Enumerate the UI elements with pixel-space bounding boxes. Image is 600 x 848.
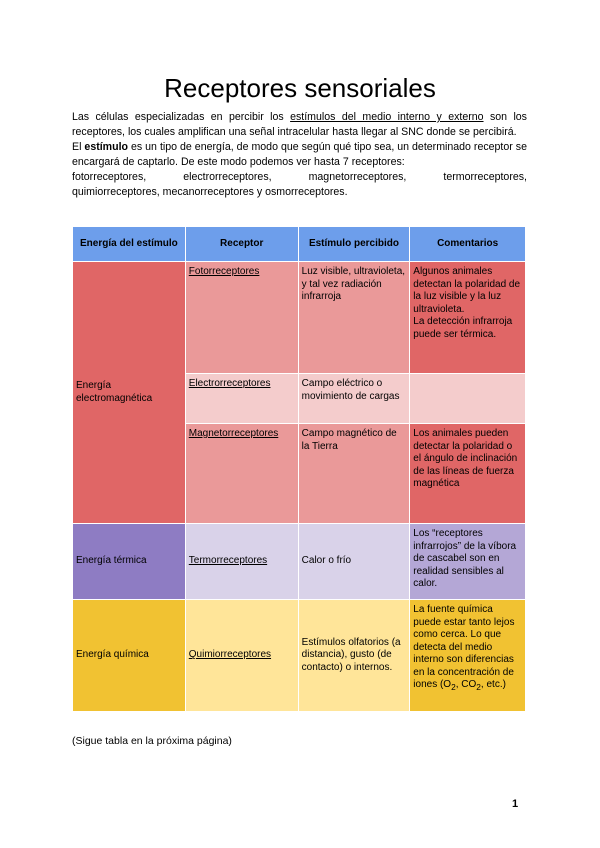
stimulus-cell: Estímulos olfatorios (a distancia), gusto (de contacto) o internos.: [298, 600, 410, 712]
energy-chemical: Energía química: [73, 600, 186, 712]
receptor-list-line: fotorreceptores, electrorreceptores, magnetorreceptores, termorreceptores,: [72, 171, 527, 183]
stimulus-cell: Campo magnético de la Tierra: [298, 424, 410, 524]
receptor-link[interactable]: Electrorreceptores: [188, 378, 271, 389]
comment-cell: La fuente química puede estar tanto lejos como cerca. Lo que detecta del medio interno son diferencias en la concentración de iones ($O_2$, $CO_2$, etc.): [410, 600, 526, 712]
stimulus-cell: Campo eléctrico o movimiento de cargas: [298, 374, 410, 424]
intro-paragraph-1: Las células especializadas en percibir los estímulos del medio interno y externo son los receptores, los cuales amplifican una señal intracelular hasta llegar al SNC donde se percibirá.: [72, 111, 527, 138]
receptors-table: [72, 226, 526, 712]
footnote: (Sigue tabla en la próxima página): [72, 735, 232, 747]
receptor-link[interactable]: Quimiorreceptores: [188, 649, 272, 661]
receptor-cell: [185, 374, 298, 424]
page-number: 1: [512, 798, 519, 810]
receptor-cell: [185, 262, 298, 374]
receptor-link[interactable]: Termorreceptores: [188, 555, 268, 567]
table-row: [73, 262, 526, 374]
stimuli-link[interactable]: estímulos del medio interno y externo: [290, 111, 484, 123]
table-row: [73, 600, 526, 712]
comment-cell: Los “receptores infrarrojos” de la víbora de cascabel son en realidad sensibles al calor.: [410, 524, 526, 600]
receptor-link[interactable]: Fotorreceptores: [188, 266, 260, 277]
stimulus-cell: Calor o frío: [298, 524, 410, 600]
header-energy: Energía del estímulo: [73, 227, 186, 262]
energy-electromagnetic: Energía electromagnética: [73, 262, 186, 524]
page-title: Receptores sensoriales: [164, 73, 436, 103]
comment-cell: [410, 374, 526, 424]
table-row: [73, 524, 526, 600]
receptor-link[interactable]: Magnetorreceptores: [188, 428, 279, 439]
energy-thermal: Energía térmica: [73, 524, 186, 600]
intro-paragraph-2: El estímulo es un tipo de energía, de modo que según qué tipo sea, un determinado receptor se encargará de captarlo. De este modo podemos ver hasta 7 receptores:: [72, 141, 527, 168]
receptor-cell: [185, 600, 298, 712]
table-header-row: [73, 227, 526, 262]
header-stimulus: Estímulo percibido: [298, 227, 410, 262]
stimulus-cell: Luz visible, ultravioleta, y tal vez radiación infrarroja: [298, 262, 410, 374]
comment-cell: Los animales pueden detectar la polaridad o el ángulo de inclinación de las líneas de fuerza magnética: [410, 424, 526, 524]
receptor-cell: [185, 424, 298, 524]
intro-text: [72, 110, 527, 200]
header-comments: Comentarios: [410, 227, 526, 262]
header-receptor: Receptor: [185, 227, 298, 262]
receptor-list-end: quimiorreceptores, mecanorreceptores y osmorreceptores.: [72, 186, 348, 198]
stimulus-term: estímulo: [84, 141, 128, 153]
comment-cell: Algunos animales detectan la polaridad de la luz visible y la luz ultravioleta. La detección infrarroja puede ser térmica.: [410, 262, 526, 374]
receptor-cell: [185, 524, 298, 600]
